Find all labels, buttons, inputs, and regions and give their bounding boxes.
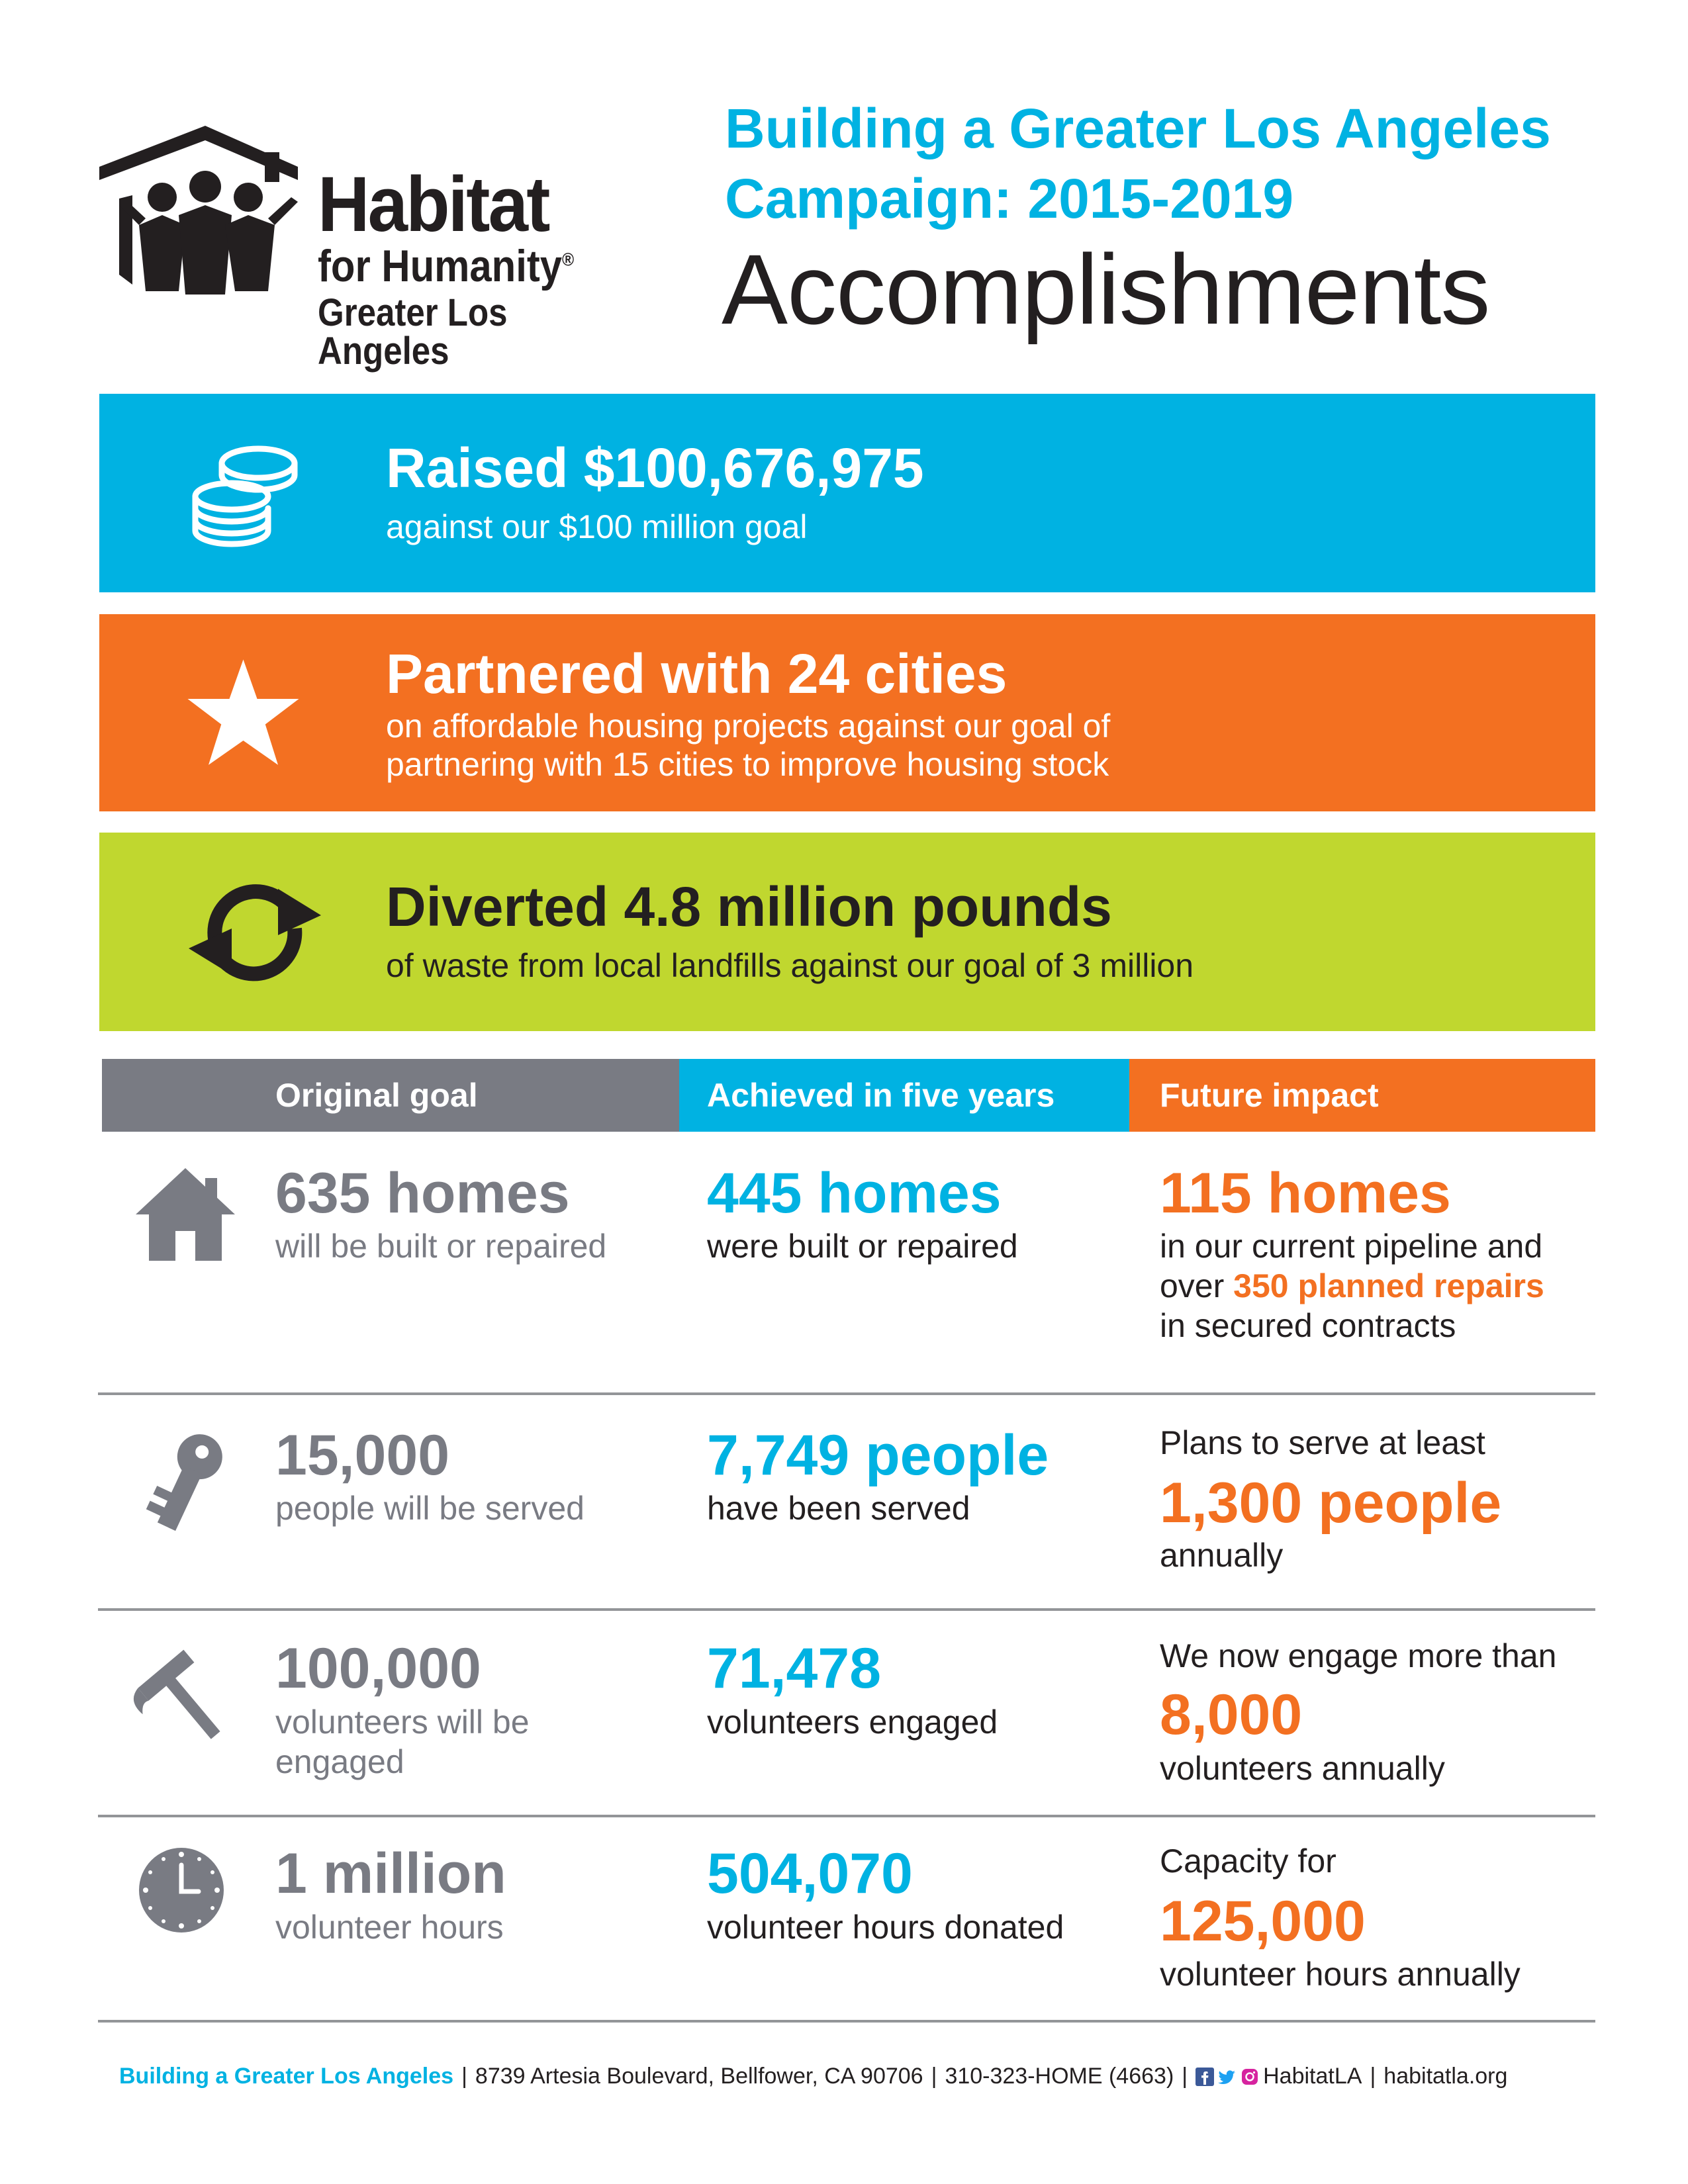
future-people-post: annually: [1160, 1537, 1284, 1574]
page-title: Accomplishments: [722, 234, 1490, 345]
goal-homes-value: 635 homes: [275, 1161, 570, 1225]
row-divider: [98, 2020, 1595, 2023]
future-homes-line3: in secured contracts: [1160, 1307, 1456, 1344]
logo-region: Greater Los Angeles: [318, 291, 508, 373]
raised-body: against our $100 million goal: [386, 508, 808, 545]
future-hours-post: volunteer hours annually: [1160, 1956, 1521, 1993]
achieved-homes-desc: were built or repaired: [707, 1228, 1018, 1265]
achieved-hours-desc: volunteer hours donated: [707, 1909, 1064, 1946]
banner-partnered: [99, 614, 1595, 811]
column-header-achieved: Achieved in five years: [679, 1059, 1129, 1132]
footer-social-handle[interactable]: HabitatLA: [1263, 2064, 1362, 2089]
coins-icon: [185, 433, 305, 553]
goal-volunteers-desc-line1: volunteers will be: [275, 1704, 530, 1741]
row-divider: [98, 1608, 1595, 1611]
habitat-logo: [99, 126, 622, 373]
goal-people-desc: people will be served: [275, 1490, 585, 1527]
achieved-volunteers-value: 71,478: [707, 1637, 882, 1700]
diverted-headline: Diverted 4.8 million pounds: [386, 876, 1112, 938]
goal-volunteers-desc-line2: engaged: [275, 1743, 404, 1780]
banner-diverted: [99, 833, 1595, 1031]
achieved-hours-value: 504,070: [707, 1842, 913, 1905]
future-people-value: 1,300 people: [1160, 1471, 1502, 1535]
future-homes-line2: over 350 planned repairs: [1160, 1267, 1544, 1304]
future-volunteers-pre: We now engage more than: [1160, 1637, 1557, 1674]
campaign-title: Building a Greater Los Angeles: [725, 97, 1551, 159]
row-divider: [98, 1815, 1595, 1817]
banner-raised: [99, 394, 1595, 592]
future-homes-value: 115 homes: [1160, 1161, 1451, 1225]
goal-homes-desc: will be built or repaired: [275, 1228, 607, 1265]
logo-name: Habitat: [318, 161, 549, 248]
campaign-years: Campaign: 2015-2019: [725, 167, 1294, 230]
twitter-icon[interactable]: [1218, 2068, 1237, 2086]
goal-hours-value: 1 million: [275, 1842, 506, 1905]
future-volunteers-value: 8,000: [1160, 1683, 1303, 1747]
logo-tagline: for Humanity®: [318, 241, 575, 291]
habitat-house-people-icon: [99, 126, 311, 298]
key-icon: [136, 1426, 228, 1532]
achieved-homes-value: 445 homes: [707, 1161, 1002, 1225]
planned-repairs-highlight: 350 planned repairs: [1233, 1267, 1544, 1304]
clock-icon: [138, 1846, 225, 1934]
goal-hours-desc: volunteer hours: [275, 1909, 504, 1946]
goal-people-value: 15,000: [275, 1424, 450, 1487]
future-hours-value: 125,000: [1160, 1889, 1366, 1953]
footer-address: 8739 Artesia Boulevard, Bellfower, CA 90706: [475, 2064, 923, 2089]
row-divider: [98, 1392, 1595, 1395]
star-icon: [185, 657, 301, 769]
future-volunteers-post: volunteers annually: [1160, 1750, 1445, 1787]
achieved-people-value: 7,749 people: [707, 1424, 1049, 1487]
future-people-pre: Plans to serve at least: [1160, 1424, 1485, 1461]
column-header-future: Future impact: [1129, 1059, 1595, 1132]
column-header-original-goal: Original goal: [102, 1059, 679, 1132]
raised-headline: Raised $100,676,975: [386, 437, 924, 499]
footer-phone: 310-323-HOME (4663): [945, 2064, 1174, 2089]
achieved-volunteers-desc: volunteers engaged: [707, 1704, 998, 1741]
house-icon: [132, 1165, 238, 1264]
instagram-icon[interactable]: [1241, 2068, 1259, 2086]
partnered-headline: Partnered with 24 cities: [386, 643, 1008, 705]
recycle-arrows-icon: [185, 876, 324, 988]
future-hours-pre: Capacity for: [1160, 1843, 1336, 1880]
footer-brand: Building a Greater Los Angeles: [119, 2064, 454, 2089]
partnered-body-line2: partnering with 15 cities to improve housing stock: [386, 746, 1109, 783]
hammer-icon: [132, 1648, 232, 1741]
partnered-body-line1: on affordable housing projects against our goal of: [386, 707, 1111, 745]
facebook-icon[interactable]: [1196, 2068, 1214, 2086]
diverted-body: of waste from local landfills against our goal of 3 million: [386, 947, 1194, 984]
goal-volunteers-value: 100,000: [275, 1637, 481, 1700]
footer-website-link[interactable]: habitatla.org: [1383, 2064, 1508, 2089]
achieved-people-desc: have been served: [707, 1490, 970, 1527]
future-homes-line1: in our current pipeline and: [1160, 1228, 1543, 1265]
footer: Building a Greater Los Angeles | 8739 Artesia Boulevard, Bellfower, CA 90706 | 310-323-HOME (4663) | HabitatLA | habitatla.org: [119, 2064, 1508, 2089]
